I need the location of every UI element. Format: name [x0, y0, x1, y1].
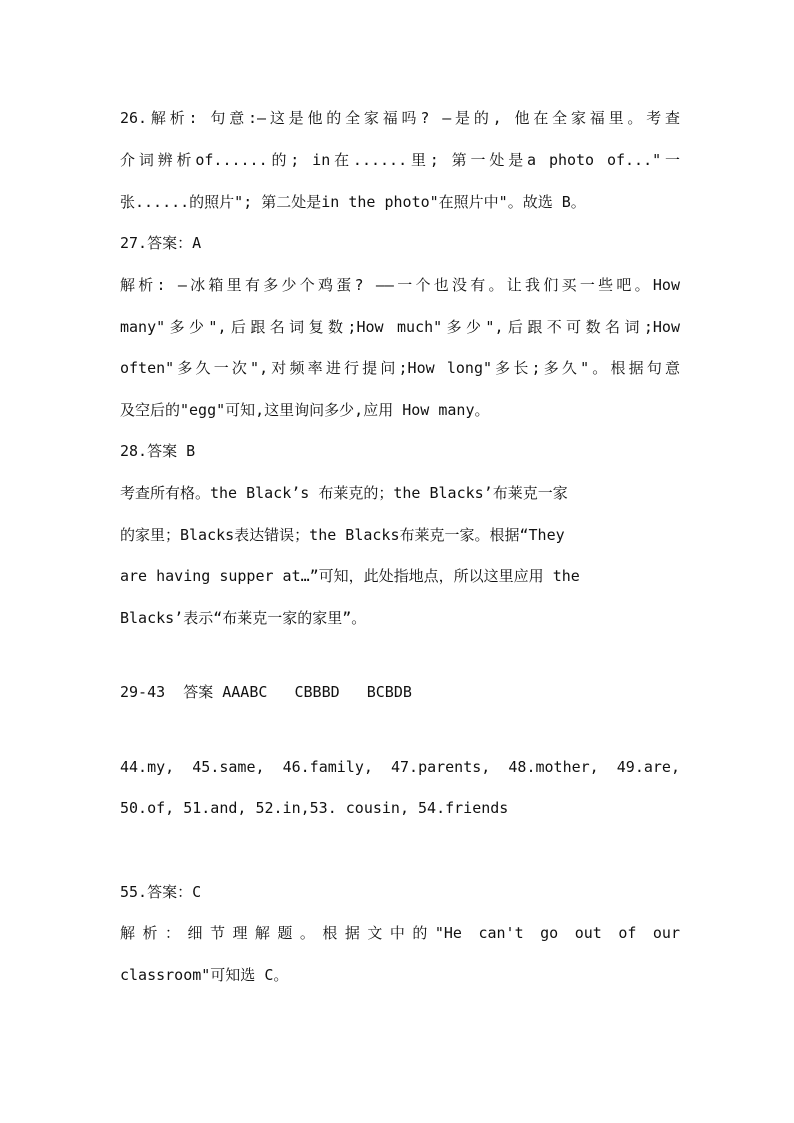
q55-answer: 55.答案：C — [120, 883, 202, 901]
q28-answer: 28.答案 B — [120, 442, 196, 460]
q28-line-2: 的家里；Blacks表达错误；the Blacks布莱克一家。根据“They — [120, 526, 565, 544]
q27-line-4: 及空后的"egg"可知,这里询问多少,应用 How many。 — [120, 401, 490, 419]
q27-line-2: many"多少",后跟名词复数;How much"多少",后跟不可数名词;How — [120, 318, 680, 336]
q44-54-line-2: 50.of, 51.and, 52.in,53. cousin, 54.friends — [120, 799, 509, 817]
q44-54-line-1: 44.my, 45.same, 46.family, 47.parents, 48.mother, 49.are, — [120, 758, 680, 776]
q29-43-answers: 29-43 答案 AAABC CBBBD BCBDB — [120, 683, 412, 701]
q26-line-3: 张......的照片"; 第二处是in the photo"在照片中"。故选 B。 — [120, 193, 586, 211]
q26-line-2: 介词辨析of......的; in在......里; 第一处是a photo of..."一 — [120, 151, 680, 169]
q27-line-3: often"多久一次",对频率进行提问;How long"多长;多久"。根据句意 — [120, 359, 680, 377]
q28-line-4: Blacks’表示“布莱克一家的家里”。 — [120, 609, 367, 627]
q27-line-1: 解析: —冰箱里有多少个鸡蛋? ——一个也没有。让我们买一些吧。How — [120, 276, 680, 294]
q28-line-1: 考查所有格。the Black’s 布莱克的；the Blacks’布莱克一家 — [120, 484, 568, 502]
q28-line-3: are having supper at…”可知，此处指地点，所以这里应用 the — [120, 567, 580, 585]
q55-line-2: classroom"可知选 C。 — [120, 966, 289, 984]
q26-line-1: 26.解析: 句意:—这是他的全家福吗? —是的, 他在全家福里。考查 — [120, 109, 680, 127]
q27-answer: 27.答案：A — [120, 234, 202, 252]
q55-line-1: 解析：细节理解题。根据文中的"He can't go out of our — [120, 924, 680, 942]
